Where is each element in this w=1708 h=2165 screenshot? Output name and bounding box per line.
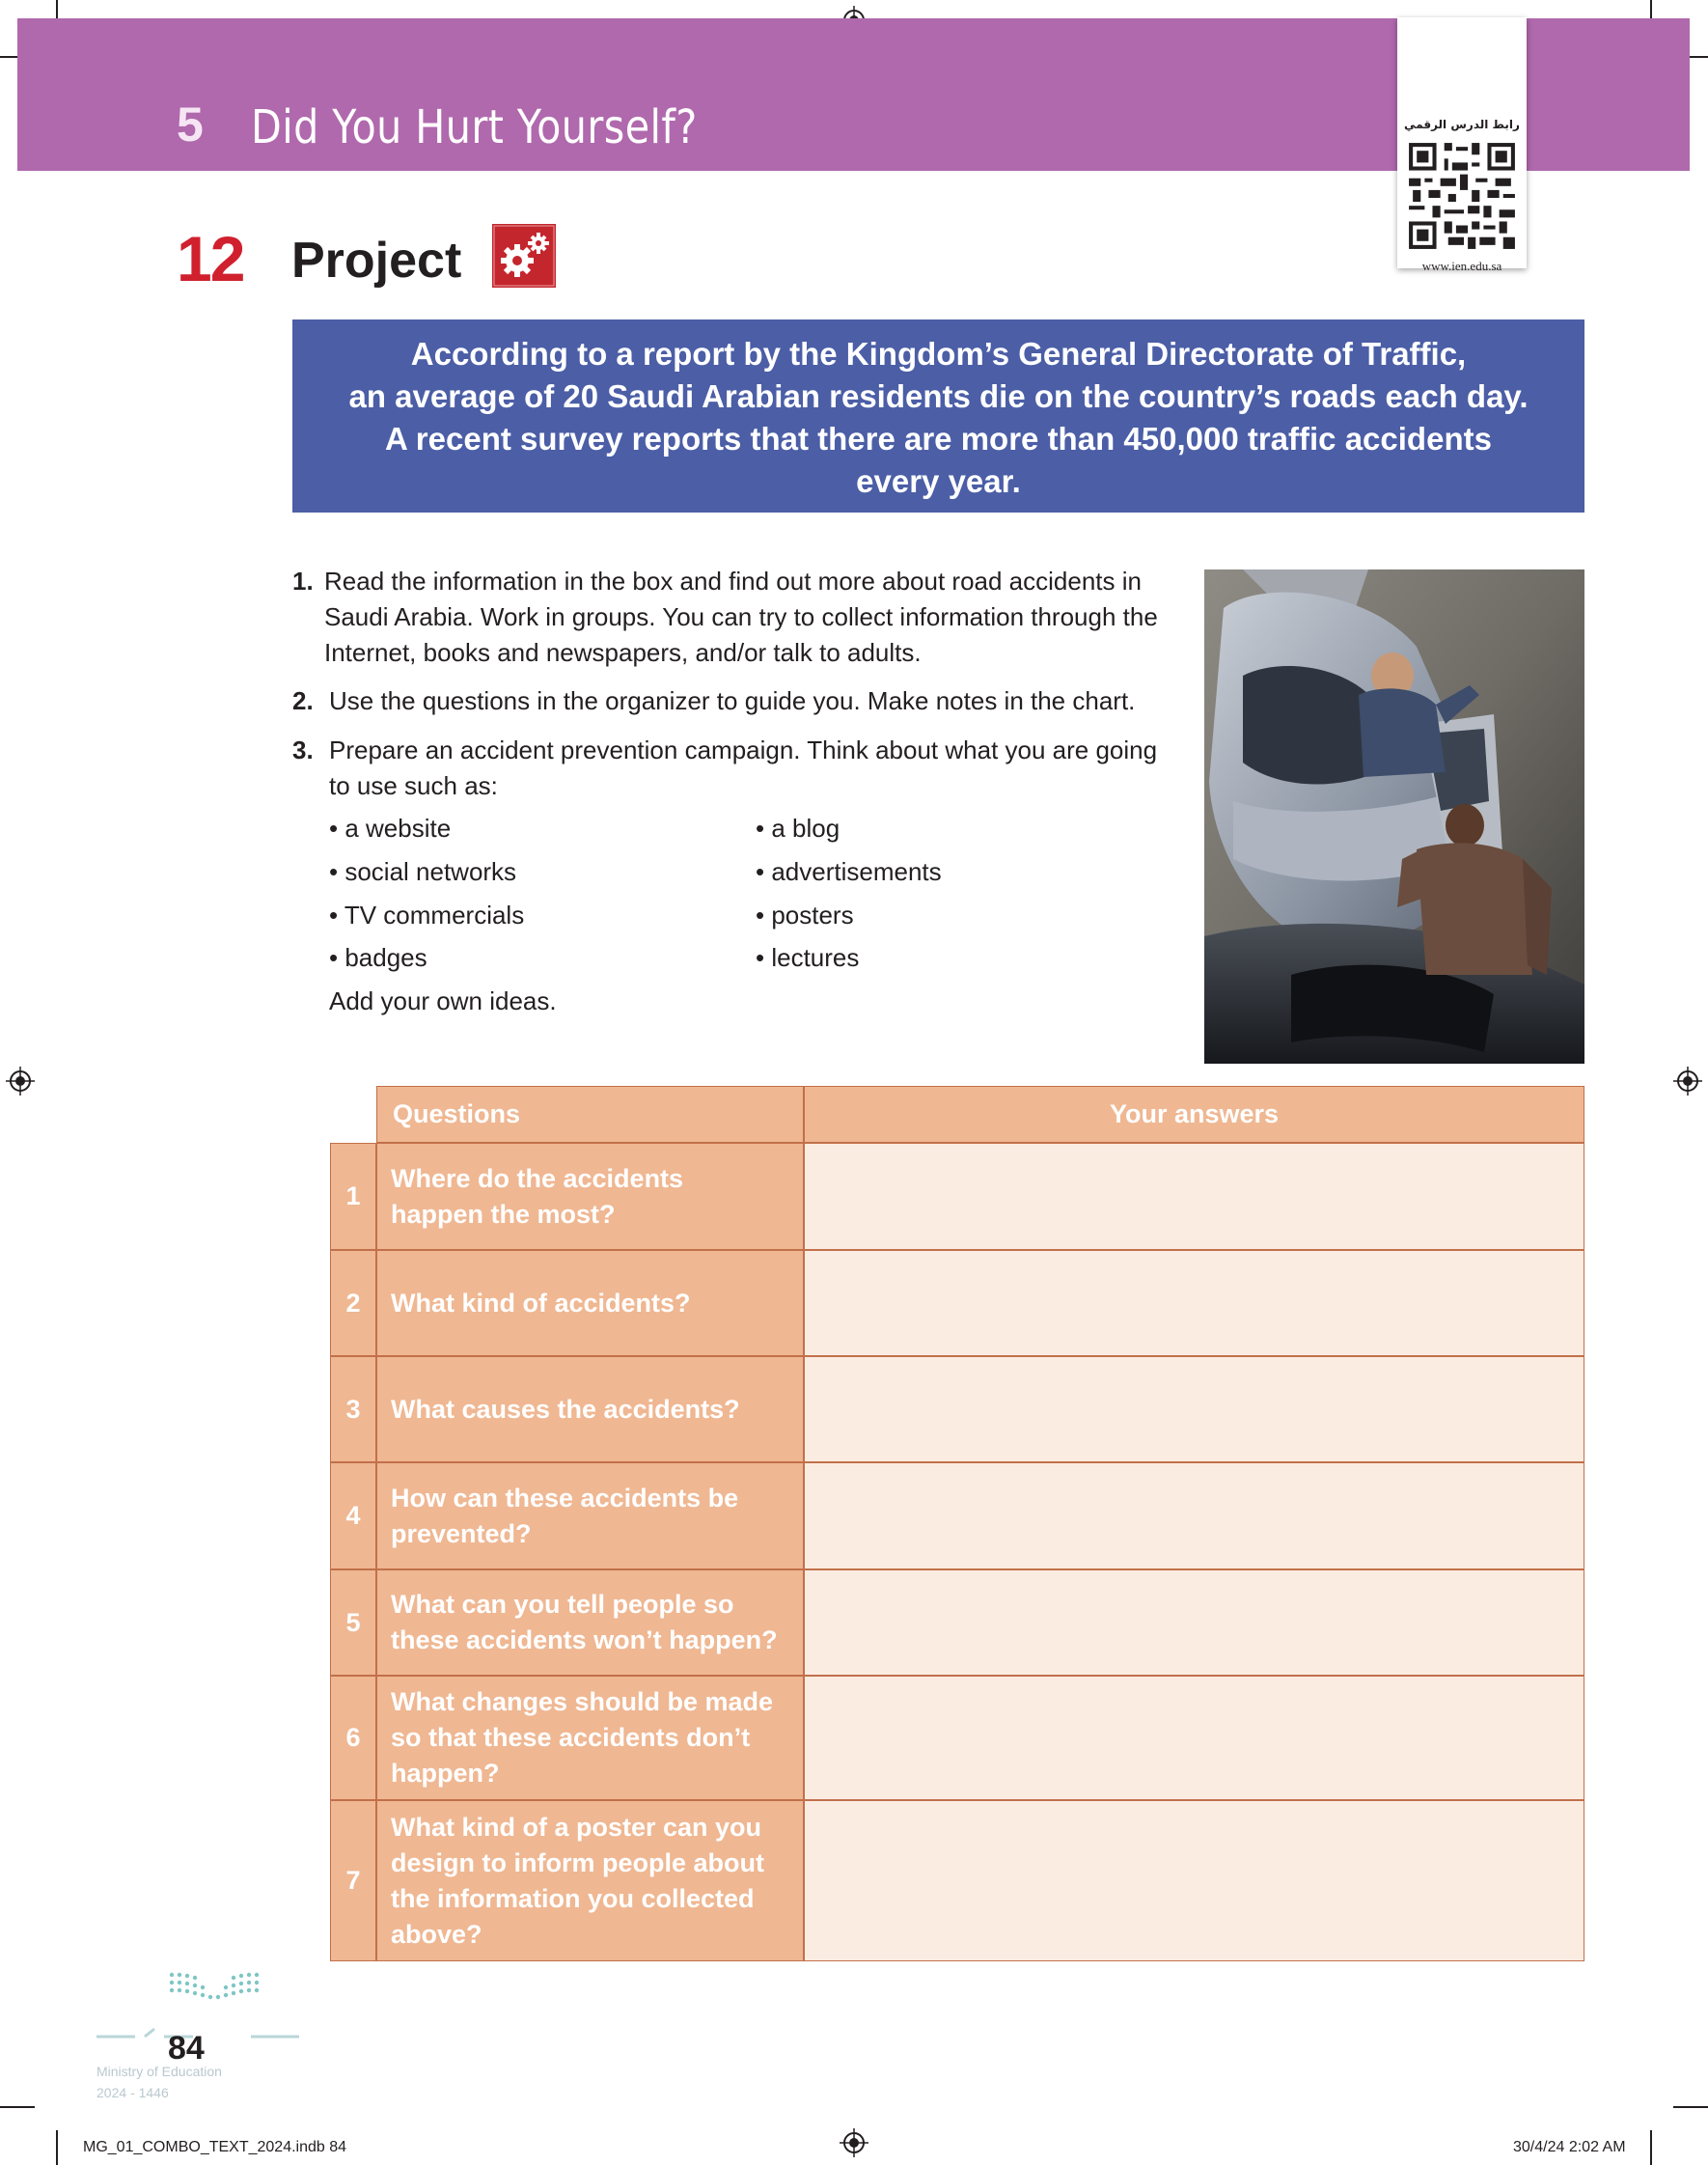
digital-lesson-label: رابط الدرس الرقمي [1404,118,1520,131]
instruction-line: Read the information in the box and find out more about road accidents in [324,567,1142,596]
ministry-logo [96,1969,328,2046]
question-cell [376,1569,804,1676]
instruction-number: 2. [292,686,314,715]
question-line: prevented? [391,1518,532,1548]
table-row [330,1676,1584,1800]
info-line: According to a report by the Kingdom’s General Directorate of Traffic, [410,336,1467,372]
media-item: • badges [329,943,427,972]
answer-cell[interactable] [804,1569,1584,1676]
answer-cell[interactable] [804,1143,1584,1250]
question-line: the information you collected [391,1883,755,1913]
instruction-text [329,683,1135,719]
question-cell [376,1676,804,1800]
instruction-line: Prepare an accident prevention campaign. Think about what you are going [329,736,1158,764]
instruction-2 [292,683,1190,722]
answer-cell[interactable] [804,1462,1584,1569]
question-line: What kind of a poster can you [391,1812,762,1842]
answer-cell[interactable] [804,1800,1584,1961]
instruction-line: Use the questions in the organizer to guide you. Make notes in the chart. [329,686,1136,715]
question-line: so that these accidents don’t [391,1723,751,1752]
answers-header: Your answers [804,1086,1584,1143]
media-item: • advertisements [756,857,942,886]
registration-mark-icon [840,2128,868,2157]
registration-mark-icon [1673,1067,1702,1096]
info-line: an average of 20 Saudi Arabian residents die on the country’s roads each day. [348,378,1529,414]
answer-cell[interactable] [804,1676,1584,1800]
section-number: 12 [177,223,244,294]
info-line: every year. [856,463,1021,499]
question-line: What kind of accidents? [391,1288,691,1318]
questions-header: Questions [376,1086,804,1143]
media-item: • posters [756,901,854,930]
section-title: Project [291,233,462,289]
table-row [330,1569,1584,1676]
question-line: What changes should be made [391,1687,774,1716]
instruction-line: Saudi Arabia. Work in groups. You can try to collect information through the [324,602,1158,631]
question-number: 2 [330,1250,376,1356]
media-item: • social networks [329,857,517,886]
instruction-text [324,564,1158,671]
media-item: • TV commercials [329,901,525,930]
digital-lesson-url[interactable]: www.ien.edu.sa [1421,259,1502,273]
question-line: design to inform people about [391,1847,764,1877]
ministry-year: 2024 - 1446 [96,2085,169,2100]
media-item: • lectures [756,943,860,972]
instruction-number: 3. [292,736,314,764]
instruction-line: Internet, books and newspapers, and/or talk to adults. [324,638,922,667]
qr-code-icon[interactable] [1405,139,1519,253]
question-number: 4 [330,1462,376,1569]
question-number: 6 [330,1676,376,1800]
question-line: happen? [391,1759,500,1788]
digital-lesson-card[interactable] [1397,17,1527,273]
question-line: How can these accidents be [391,1483,739,1513]
question-cell [376,1143,804,1250]
ministry-name: Ministry of Education [96,2064,222,2079]
question-line: these accidents won’t happen? [391,1625,778,1654]
answer-cell[interactable] [804,1250,1584,1356]
instruction-text [329,733,1157,804]
instruction-number: 1. [292,567,314,596]
media-item: • a blog [756,814,840,843]
unit-title: Did You Hurt Yourself? [251,100,698,154]
info-text [312,333,1565,503]
print-slug-date: 30/4/24 2:02 AM [1513,2139,1626,2155]
question-line: above? [391,1919,482,1949]
instruction-1 [292,564,1180,675]
car-accident-photo [1204,569,1584,1064]
question-number: 7 [330,1800,376,1961]
registration-mark-icon [6,1067,35,1096]
question-cell [376,1800,804,1961]
instruction-3 [292,733,1190,810]
crop-mark [0,2106,35,2108]
question-cell [376,1250,804,1356]
question-cell [376,1356,804,1462]
media-item: • a website [329,814,452,843]
table-row [330,1462,1584,1569]
print-slug-file: MG_01_COMBO_TEXT_2024.indb 84 [83,2139,347,2155]
crop-mark [56,2130,58,2165]
info-box [292,319,1584,513]
question-number: 1 [330,1143,376,1250]
question-number: 5 [330,1569,376,1676]
question-line: What causes the accidents? [391,1394,740,1424]
instruction-line: to use such as: [329,771,498,800]
question-cell [376,1462,804,1569]
info-line: A recent survey reports that there are more than 450,000 traffic accidents [385,421,1492,457]
crop-mark [1650,2130,1652,2165]
table-row [330,1250,1584,1356]
question-line: Where do the accidents [391,1163,684,1193]
answer-cell[interactable] [804,1356,1584,1462]
page-number: 84 [168,2030,205,2067]
table-row [330,1356,1584,1462]
gears-icon [492,224,556,288]
question-line: What can you tell people so [391,1590,734,1619]
unit-number: 5 [177,97,204,152]
crop-mark [1673,2106,1708,2108]
question-line: happen the most? [391,1199,616,1229]
table-row [330,1800,1584,1961]
question-number: 3 [330,1356,376,1462]
table-row [330,1143,1584,1250]
add-ideas-text: Add your own ideas. [329,986,557,1015]
